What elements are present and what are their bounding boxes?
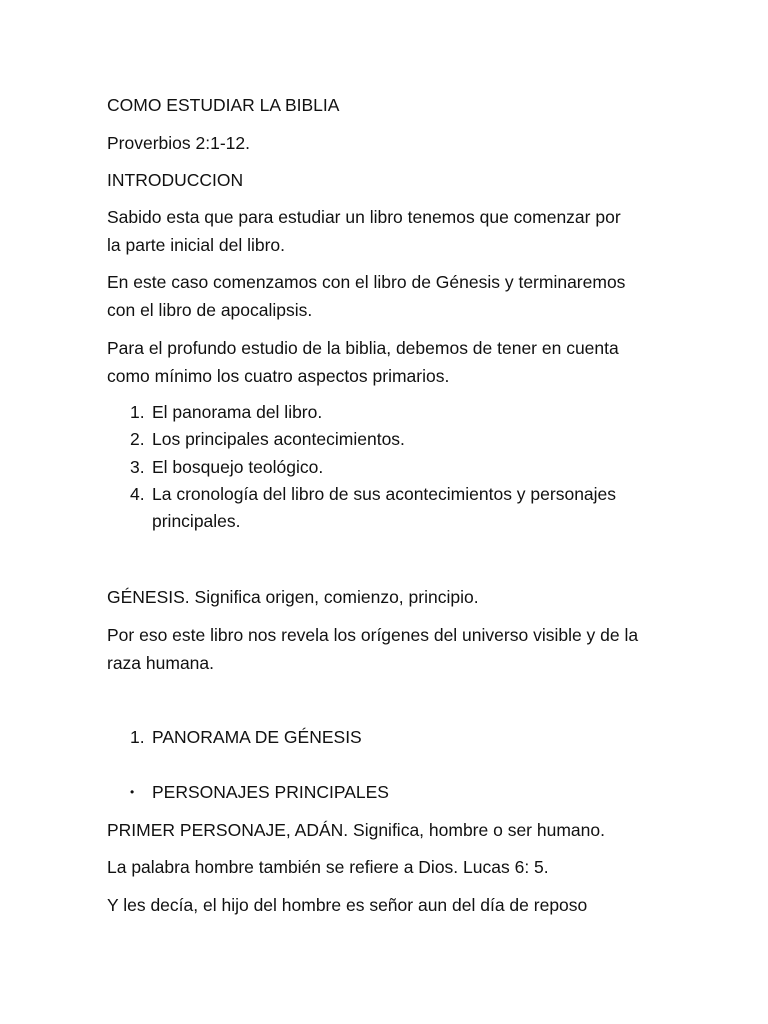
list-number: 3.: [130, 457, 145, 477]
section-heading: PANORAMA DE GÉNESIS: [152, 727, 362, 747]
list-item: La cronología del libro de sus acontecimientos y personajes: [152, 484, 617, 504]
list-item-continuation: principales.: [152, 511, 241, 531]
bullet-heading: PERSONAJES PRINCIPALES: [152, 782, 389, 802]
para4-line2: raza humana.: [107, 653, 215, 673]
para1-line1: Sabido esta que para estudiar un libro tenemos que comenzar por: [107, 207, 621, 227]
bullet-icon: •: [130, 785, 135, 799]
quote-line: Y les decía, el hijo del hombre es señor aun del día de reposo: [107, 895, 588, 915]
para3-line1: Para el profundo estudio de la biblia, debemos de tener en cuenta: [107, 338, 619, 358]
document-title: COMO ESTUDIAR LA BIBLIA: [107, 95, 340, 115]
para2-line1: En este caso comenzamos con el libro de Génesis y terminaremos: [107, 272, 626, 292]
para3-line2: como mínimo los cuatro aspectos primarios.: [107, 366, 450, 386]
list-item: El bosquejo teológico.: [152, 457, 324, 477]
scripture-reference: Proverbios 2:1-12.: [107, 133, 250, 153]
para1-line2: la parte inicial del libro.: [107, 235, 286, 255]
list-item: El panorama del libro.: [152, 402, 323, 422]
genesis-definition: GÉNESIS. Significa origen, comienzo, principio.: [107, 587, 479, 607]
para4-line1: Por eso este libro nos revela los orígenes del universo visible y de la: [107, 625, 639, 645]
list-number: 1.: [130, 402, 145, 422]
section-number: 1.: [130, 727, 145, 747]
intro-heading: INTRODUCCION: [107, 170, 244, 190]
list-number: 4.: [130, 484, 145, 504]
list-item: Los principales acontecimientos.: [152, 429, 405, 449]
adan-line: PRIMER PERSONAJE, ADÁN. Significa, hombre o ser humano.: [107, 820, 605, 840]
list-number: 2.: [130, 429, 145, 449]
para2-line2: con el libro de apocalipsis.: [107, 300, 313, 320]
hombre-line: La palabra hombre también se refiere a Dios. Lucas 6: 5.: [107, 857, 549, 877]
